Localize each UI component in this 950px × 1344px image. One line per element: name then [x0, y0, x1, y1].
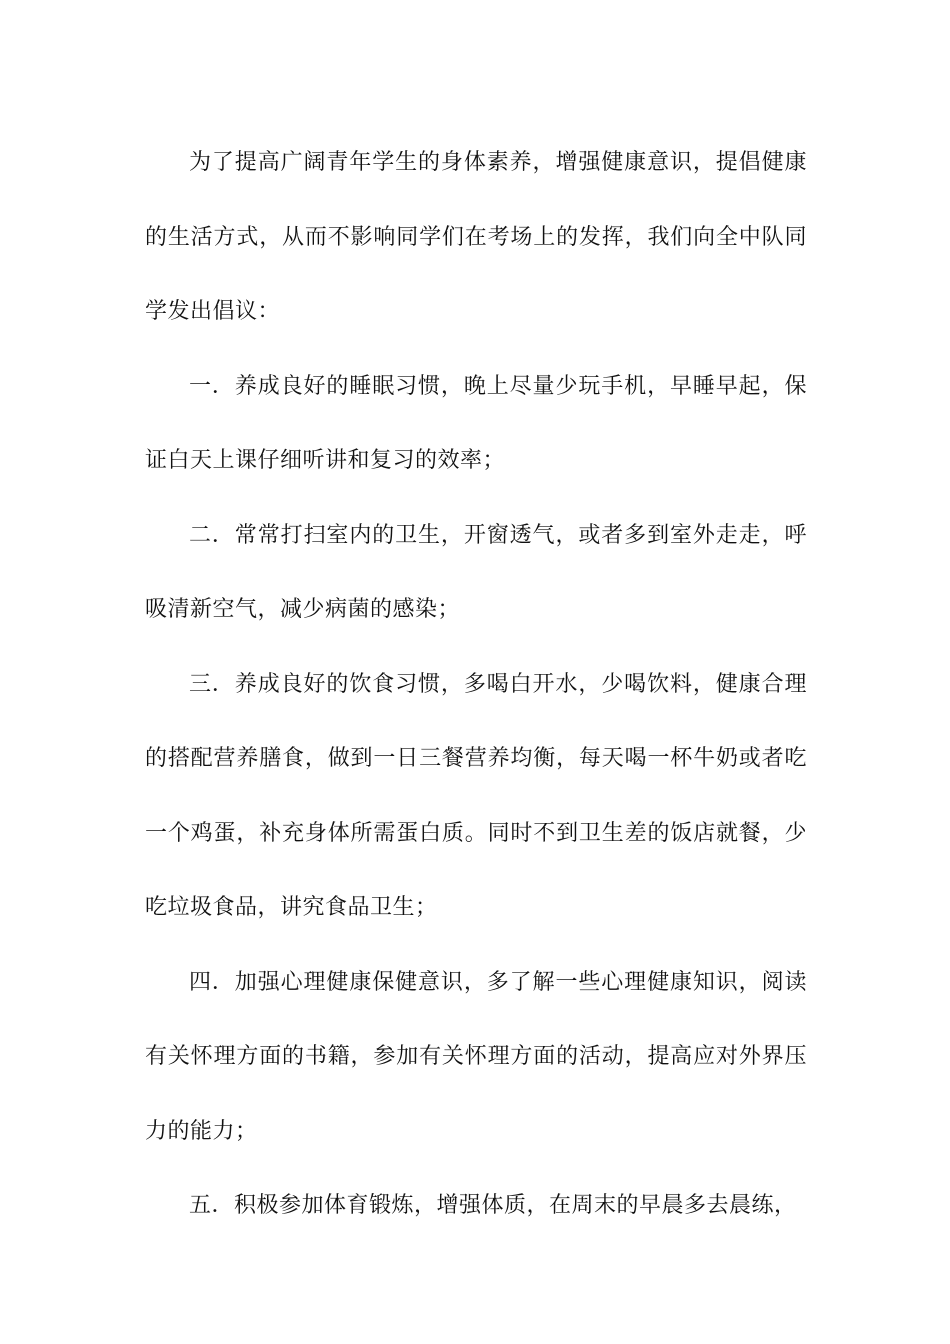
proposal-item-4: 四．加强心理健康保健意识，多了解一些心理健康知识，阅读有关怀理方面的书籍，参加有关怀理方面的活动，提高应对外界压力的能力；: [145, 969, 807, 1144]
proposal-item-3: 三．养成良好的饮食习惯，多喝白开水，少喝饮料，健康合理的搭配营养膳食，做到一日三餐营养均衡，每天喝一杯牛奶或者吃一个鸡蛋，补充身体所需蛋白质。同时不到卫生差的饭店就餐，少吃垃圾食品，讲究食品卫生；: [145, 671, 807, 920]
proposal-item-2: 二．常常打扫室内的卫生，开窗透气，或者多到室外走走，呼吸清新空气，减少病菌的感染；: [145, 522, 807, 622]
proposal-item-5: 五．积极参加体育锻炼，增强体质，在周末的早晨多去晨练，: [189, 1193, 797, 1218]
proposal-item-1: 一．养成良好的睡眠习惯，晚上尽量少玩手机，早睡早起，保证白天上课仔细听讲和复习的效率；: [145, 373, 807, 473]
document-body: [145, 126, 807, 1244]
intro-paragraph: 为了提高广阔青年学生的身体素养，增强健康意识，提倡健康的生活方式，从而不影响同学们在考场上的发挥，我们向全中队同学发出倡议：: [145, 150, 807, 324]
